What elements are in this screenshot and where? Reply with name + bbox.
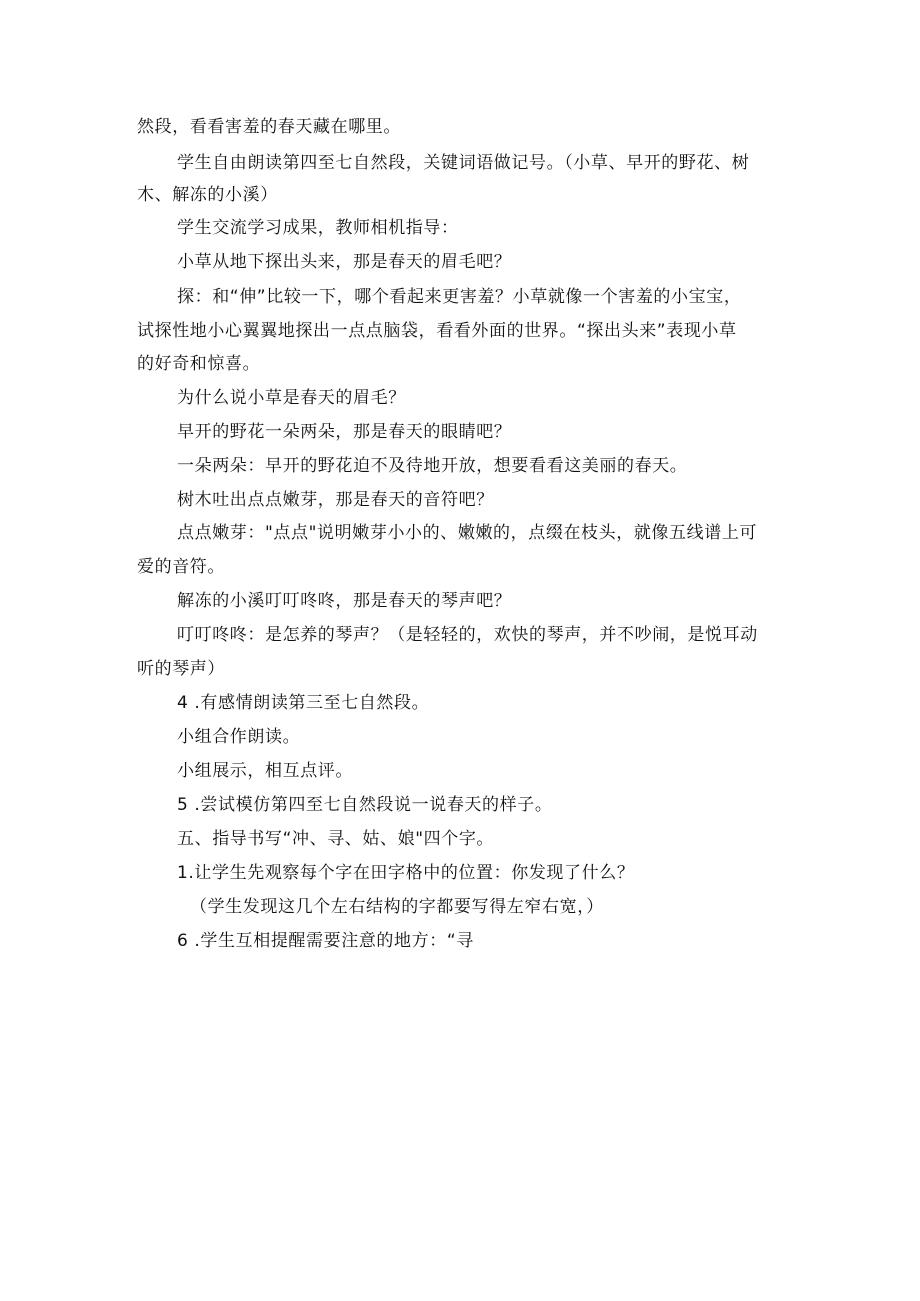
text-line: 学生自由朗读第四至七自然段，关键词语做记号。（小草、早开的野花、树 [177, 153, 750, 173]
text-line: 试探性地小心翼翼地探出一点点脑袋，看看外面的世界。“探出头来”表现小草 [137, 321, 737, 341]
numbered-step: 6 .学生互相提醒需要注意的地方：“寻 [177, 931, 474, 951]
text-line: 为什么说小草是春天的眉毛？ [177, 388, 406, 408]
text-line: 早开的野花一朵两朵，那是春天的眼睛吧？ [177, 422, 512, 442]
text-line: 小组合作朗读。 [177, 727, 301, 747]
numbered-step: 5 .尝试模仿第四至七自然段说一说春天的样子。 [177, 795, 553, 815]
text-line: 木、解冻的小溪） [137, 185, 278, 205]
numbered-step: 1.让学生先观察每个字在田字格中的位置：你发现了什么？ [177, 863, 635, 883]
text-line: 探：和“伸”比较一下，哪个看起来更害羞？小草就像一个害羞的小宝宝， [177, 287, 742, 307]
text-line: 听的琴声） [137, 659, 225, 679]
text-line: 的好奇和惊喜。 [137, 354, 261, 374]
text-line: 小组展示，相互点评。 [177, 761, 353, 781]
text-line: 树木吐出点点嫩芽，那是春天的音符吧？ [177, 490, 494, 510]
text-line: 一朵两朵：早开的野花迫不及待地开放，想要看看这美丽的春天。 [177, 456, 688, 476]
text-line: 爱的音符。 [137, 557, 225, 577]
text-line: 然段，看看害羞的春天藏在哪里。 [137, 117, 401, 137]
text-line: 点点嫩芽："点点"说明嫩芽小小的、嫩嫩的，点缀在枝头，就像五线谱上可 [177, 523, 758, 543]
numbered-step: 4 .有感情朗读第三至七自然段。 [177, 693, 430, 713]
text-line: （学生发现这几个左右结构的字都要写得左窄右宽，） [190, 897, 604, 917]
text-line: 解冻的小溪叮叮咚咚，那是春天的琴声吧？ [177, 591, 512, 611]
text-line: 学生交流学习成果，教师相机指导： [177, 218, 459, 238]
text-line: 叮叮咚咚：是怎养的琴声？（是轻轻的，欢快的琴声，并不吵闹，是悦耳动 [177, 625, 758, 645]
text-line: 小草从地下探出头来，那是春天的眉毛吧？ [177, 252, 512, 272]
section-heading: 五、指导书写“冲、寻、姑、娘"四个字。 [177, 829, 495, 849]
